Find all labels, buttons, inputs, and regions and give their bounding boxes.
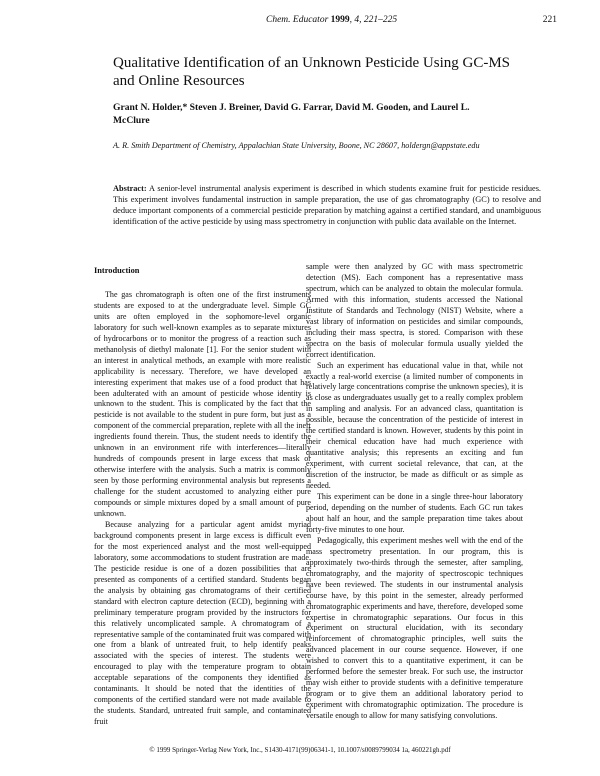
- paragraph: The gas chromatograph is often one of the first instruments students are exposed to at the undergraduate level. Simple GC units are often employed in the sophomore-level organic laboratory for such well-known examples as to separate mixtures of hydrocarbons or to monitor the progress of a reaction such as methanolysis of diethyl malonate [1]. For the senior student with an interest in analytical methods, an example with more realistic applicability is necessary. Therefore, we have developed an interesting experiment that makes use of a food product that has been adulterated with an amount of pesticide whose identity is unknown to the student. This is complicated by the fact that the pesticide is not available to the student in pure form, but just as a component of the commercial preparation, replete with all the inert ingredients found therein. Thus, the student needs to identify the unknown in an environment rife with interferences—literally hundreds of compounds present in large excess that mask or otherwise interfere with the analysis. Such a matrix is commonly seen by those performing environmental analysis but represents a challenge for the student accustomed to analyzing either pure compounds or simple mixtures doped by a small amount of pure unknown.: [94, 289, 311, 519]
- paragraph: This experiment can be done in a single three-hour laboratory period, depending on the number of students. Each GC run takes about half an hour, and the sample preparation time takes about forty-five minutes to one hour.: [306, 492, 523, 534]
- author-list: Grant N. Holder,* Steven J. Breiner, David G. Farrar, David M. Gooden, and Laurel L. McClure: [113, 102, 470, 126]
- article-title: Qualitative Identification of an Unknown Pesticide Using GC-MS and Online Resources: [113, 55, 511, 89]
- page-number: 221: [542, 15, 557, 25]
- right-column: [306, 262, 523, 722]
- journal-year: 1999: [330, 15, 350, 25]
- journal-citation: [266, 15, 397, 25]
- paragraph: Because analyzing for a particular agent amidst myriad background components present in large excess is difficult even for the most experienced analyst and the most well-equipped laboratory, some accommodations to student frustration are made. The pesticide residue is one of a dozen possibilities that are presented as components of a certified standard. Students began the analysis by obtaining gas chromatograms of their certified standard with electron capture detection (ECD), beginning with a preliminary temperature program provided by the instructors for this relatively uncomplicated sample. A chromatogram of a representative sample of the contaminated fruit was compared with one from a blank of untreated fruit, to help identify peaks associated with the species of interest. The students were encouraged to play with the temperature program to obtain acceptable separations of the components they identified as contaminants. It should be noted that the identities of the components of the certified standard were not made available to the students. Standard, untreated fruit sample, and contaminated fruit: [94, 519, 311, 727]
- paragraph: Pedagogically, this experiment meshes well with the end of the mass spectrometry presentation. In our program, this is approximately two-thirds through the semester, after sampling, chromatography, and the majority of spectroscopic techniques have been reviewed. The students in our instrumental analysis course have, by this point in the semester, already performed chromatographic experiments and have, therefore, developed some expertise in chromatographic separations. Our focus in this experiment on structural elucidation, with its secondary reinforcement of chromatographic principles, well suits the advanced placement in our course sequence. However, if one wished to convert this to a quantitative experiment, it can be performed before the semester break. For such use, the instructor may wish either to provide students with a definitive temperature program or to give them an additional laboratory period to experiment with chromatographic optimization. The procedure is versatile enough to allow for many satisfying convolutions.: [306, 535, 523, 721]
- paragraph: sample were then analyzed by GC with mass spectrometric detection (MS). Each component has a representative mass spectrum, which can be analyzed to obtain the molecular formula. Armed with this information, students accessed the National Institute of Standards and Technology (NIST) Website, where a vast library of information on pesticides and similar compounds, including their mass spectra, is stored. Comparison with these spectra on the basis of molecular formula usually yielded the correct identification.: [306, 262, 523, 359]
- affiliation: A. R. Smith Department of Chemistry, Appalachian State University, Boone, NC 28607, holdergn@appstate.edu: [113, 141, 480, 150]
- abstract-text: A senior-level instrumental analysis experiment is described in which students examine fruit for pesticide residues. This experiment involves fundamental instruction in sample preparation, the use of gas chromatography (GC) to resolve and deduce important components of a commercial pesticide preparation by matching against a certified standard, and unambiguous identification of the active pesticide by using mass spectrometry in conjunction with public data available on the Internet.: [113, 184, 541, 227]
- left-column: [94, 262, 311, 728]
- footer-copyright: © 1999 Springer-Verlag New York, Inc., S1430-4171(99)06341-1, 10.1007/s0089799034 1a, 460221gh.pdf: [149, 746, 451, 754]
- journal-volume-pages: , 4, 221–225: [349, 15, 398, 25]
- abstract: [113, 183, 541, 227]
- abstract-label: Abstract:: [113, 184, 147, 193]
- journal-name: Chem. Educator: [266, 15, 329, 25]
- paragraph: Such an experiment has educational value in that, while not exactly a real-world exercise (a limited number of components in relatively large concentrations comprise the unknown species), it is as close as undergraduates usually get to a really complex problem in sampling and analysis. For an advanced class, quantitation is possible, because the concentration of the pesticide of interest in the certified standard is known. However, students by this point in their chemical education have had much experience with quantitative analysis; this represents an exciting and fun experiment, with current societal relevance, that can, at the discretion of the instructor, be made as difficult or as simple as needed.: [306, 360, 523, 491]
- section-heading-introduction: Introduction: [94, 266, 140, 275]
